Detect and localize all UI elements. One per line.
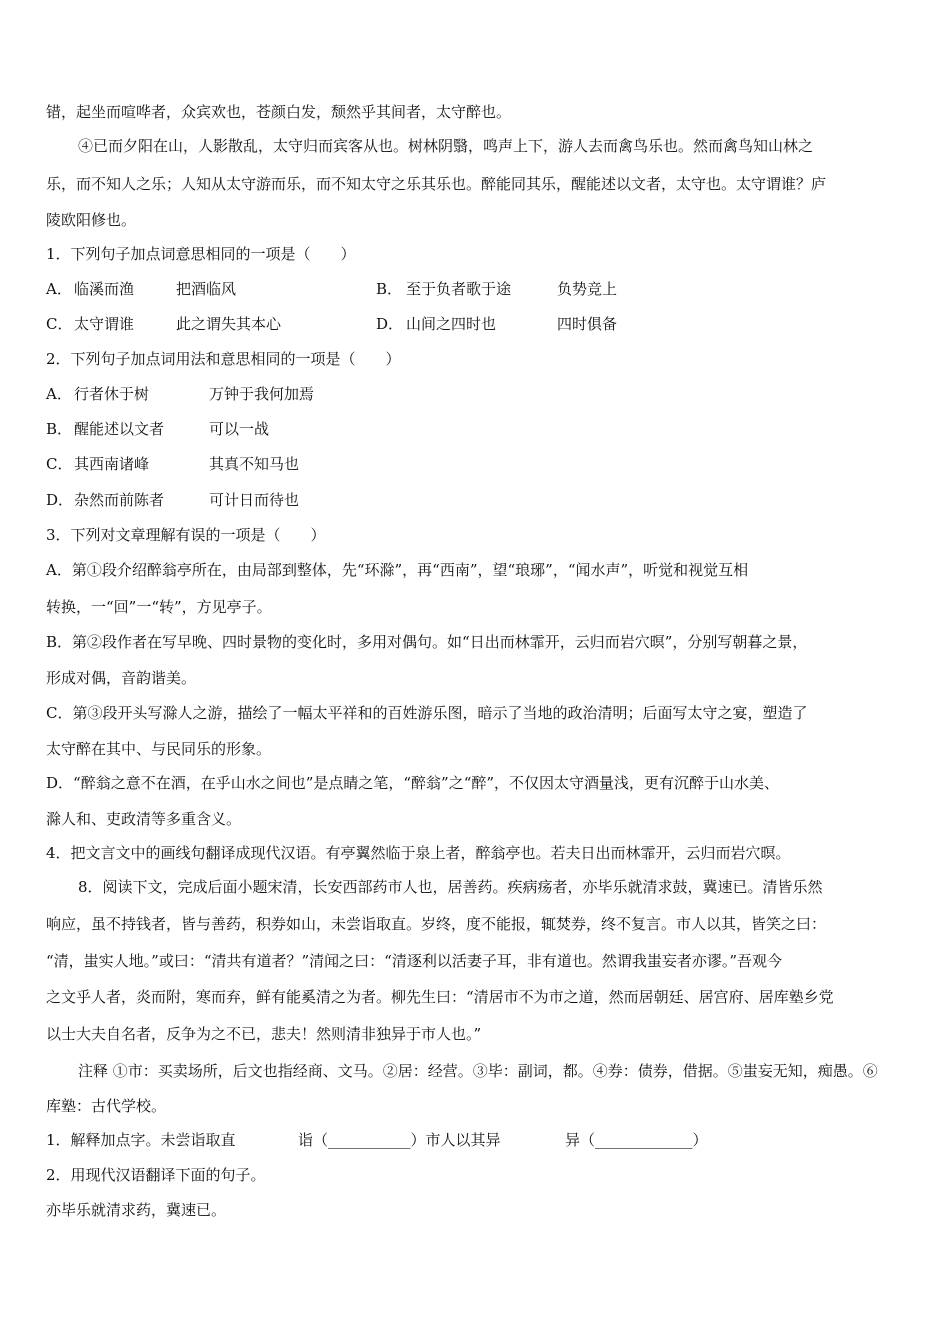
q1-option-a-label: A． xyxy=(46,280,72,298)
passage-8-line: 之文乎人者，炎而附，寒而弃，鲜有能奚清之为者。柳先生曰：“清居市不为市之道，然而居朝廷、居宫府、居库塾乡党 xyxy=(46,988,834,1006)
q8-1-answer-blank-2[interactable]: _____________ xyxy=(595,1131,693,1149)
q2-option-c-label: C． xyxy=(46,455,73,473)
q1-option-d-phrase1: 山间之四时也 xyxy=(406,315,497,333)
q2-option-a-label: A． xyxy=(46,385,72,403)
question-3-stem: 3．下列对文章理解有误的一项是（ ） xyxy=(46,526,326,544)
q8-1-word2-label: 异（ xyxy=(565,1131,596,1149)
passage-line: 错，起坐而喧哗者，众宾欢也，苍颜白发，颓然乎其间者，太守醉也。 xyxy=(46,103,512,121)
q2-option-d-label: D． xyxy=(46,491,74,509)
q8-1-word1-label: 诣（ xyxy=(298,1131,329,1149)
q2-option-b-phrase2: 可以一战 xyxy=(209,420,270,438)
notes-line: 注释 ①市：买卖场所，后文也指经商、文马。②居：经营。③毕：副词，都。④券：债券，借据。⑤蚩妄无知，痴愚。⑥ xyxy=(78,1062,878,1080)
q3-option-line: 形成对偶，音韵谐美。 xyxy=(46,669,197,687)
passage-8-line: 响应，虽不持钱者，皆与善药，积券如山，未尝诣取直。岁终，度不能报，辄焚券，终不复言。市人以其，皆笑之曰： xyxy=(46,915,827,933)
q1-option-d-label: D． xyxy=(376,315,404,333)
q2-option-a-phrase2: 万钟于我何加焉 xyxy=(209,385,315,403)
notes-line: 库塾：古代学校。 xyxy=(46,1097,167,1115)
q2-option-d-phrase1: 杂然而前陈者 xyxy=(74,491,165,509)
q3-option-line: D．“醉翁之意不在酒，在乎山水之间也”是点睛之笔，“醉翁”之“醉”，不仅因太守酒量浅，更有沉醉于山水美、 xyxy=(46,774,780,792)
passage-line: 乐，而不知人之乐；人知从太守游而乐，而不知太守之乐其乐也。醉能同其乐，醒能述以文者，太守也。太守谓谁？庐 xyxy=(46,175,827,193)
q1-option-d-phrase2: 四时俱备 xyxy=(557,315,618,333)
q2-option-a-phrase1: 行者休于树 xyxy=(74,385,150,403)
q2-option-b-phrase1: 醒能述以文者 xyxy=(74,420,165,438)
question-1-stem: 1．下列句子加点词意思相同的一项是（ ） xyxy=(46,245,356,263)
q1-option-b-label: B． xyxy=(376,280,403,298)
q2-option-c-phrase1: 其西南诸峰 xyxy=(74,455,150,473)
q1-option-a-phrase1: 临溪而渔 xyxy=(74,280,135,298)
q8-1-word2 xyxy=(565,1130,708,1150)
q3-option-line: B．第②段作者在写早晚、四时景物的变化时，多用对偶句。如“日出而林霏开，云归而岩穴暝”，分别写朝暮之景， xyxy=(46,633,808,651)
q2-option-d-phrase2: 可计日而待也 xyxy=(209,491,300,509)
passage-8-line: 以士大夫自名者，反争为之不已，悲夫！然则清非独异于市人也。” xyxy=(46,1025,482,1043)
q1-option-c-label: C． xyxy=(46,315,73,333)
q2-option-b-label: B． xyxy=(46,420,73,438)
q3-option-line: 滁人和、吏政清等多重含义。 xyxy=(46,810,242,828)
q3-option-line: 太守醉在其中、与民同乐的形象。 xyxy=(46,740,272,758)
q1-option-b-phrase2: 负势竞上 xyxy=(557,280,618,298)
passage-line: ④已而夕阳在山，人影散乱，太守归而宾客从也。树林阴翳，鸣声上下，游人去而禽鸟乐也。然而禽鸟知山林之 xyxy=(78,137,814,155)
q1-option-b-phrase1: 至于负者歌于途 xyxy=(406,280,512,298)
q1-option-c-phrase1: 太守谓谁 xyxy=(74,315,135,333)
q3-option-line: C．第③段开头写滁人之游，描绘了一幅太平祥和的百姓游乐图，暗示了当地的政治清明；后面写太守之宴，塑造了 xyxy=(46,704,808,722)
q8-1-close2: ） xyxy=(692,1131,708,1149)
passage-8-line: “清，蚩实人地。”或曰：“清共有道者？”清闻之曰：“清逐利以活妻子耳，非有道也。然谓我蚩妄者亦谬。”吾观今 xyxy=(46,952,783,970)
q8-1-close1: ）市人以其异 xyxy=(410,1131,501,1149)
q3-option-line: A．第①段介绍醉翁亭所在，由局部到整体，先“环滁”，再“西南”，望“琅琊”，“闻水声”，听觉和视觉互相 xyxy=(46,561,749,579)
q8-2-stem: 2．用现代汉语翻译下面的句子。 xyxy=(46,1166,266,1184)
q2-option-c-phrase2: 其真不知马也 xyxy=(209,455,300,473)
question-2-stem: 2．下列句子加点词用法和意思相同的一项是（ ） xyxy=(46,350,401,368)
q1-option-c-phrase2: 此之谓失其本心 xyxy=(176,315,282,333)
q1-option-a-phrase2: 把酒临风 xyxy=(176,280,237,298)
q8-1-stem: 1．解释加点字。未尝诣取直 xyxy=(46,1131,236,1149)
passage-line: 陵欧阳修也。 xyxy=(46,211,137,229)
q8-1-answer-blank-1[interactable]: ___________ xyxy=(328,1131,411,1149)
question-4: 4．把文言文中的画线句翻译成现代汉语。有亭翼然临于泉上者，醉翁亭也。若夫日出而林霏开，云归而岩穴暝。 xyxy=(46,844,791,862)
passage-8-line: 8．阅读下文，完成后面小题宋清，长安西部药市人也，居善药。疾病疡者，亦毕乐就清求鼓，冀速已。清皆乐然 xyxy=(78,878,823,896)
q3-option-line: 转换，一“回”一“转”，方见亭子。 xyxy=(46,598,272,616)
q8-2-sentence: 亦毕乐就清求药，冀速已。 xyxy=(46,1201,227,1219)
q8-1-word1 xyxy=(298,1130,501,1150)
